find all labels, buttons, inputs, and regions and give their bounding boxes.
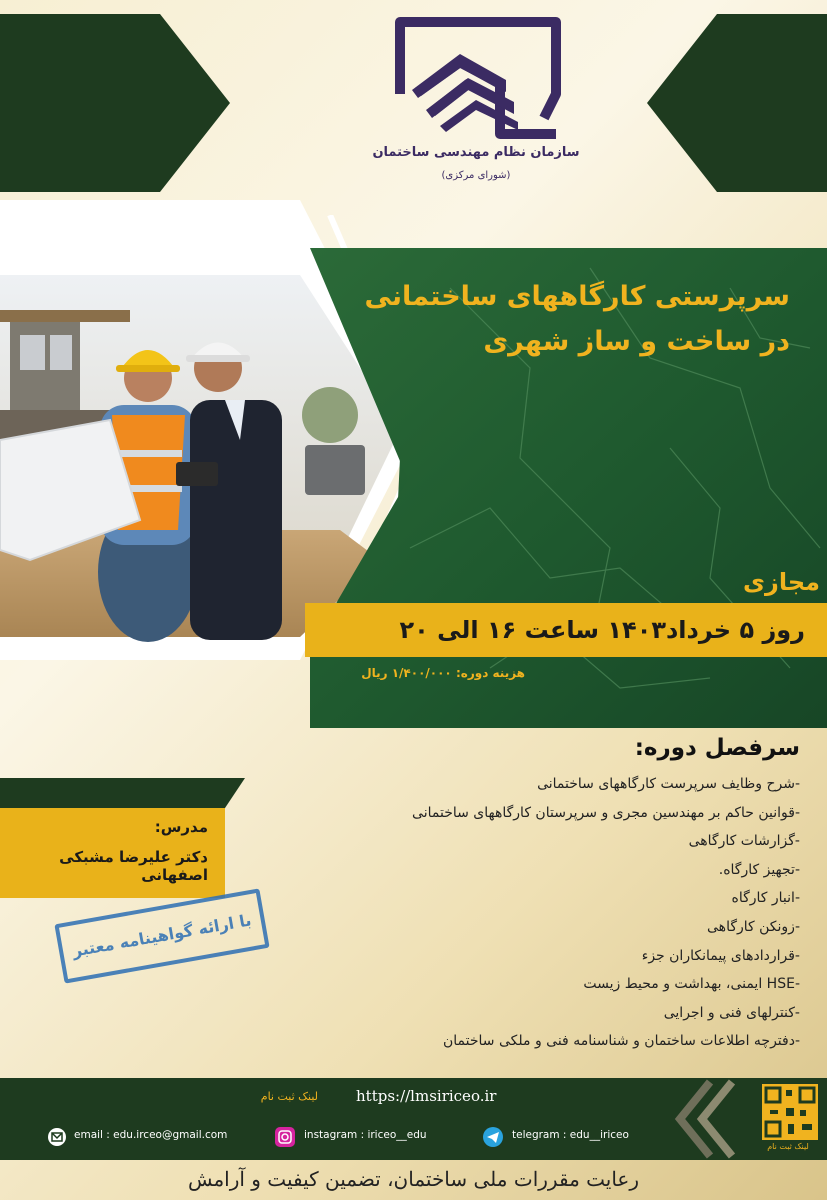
syllabus-item: -قوانین حاکم بر مهندسین مجری و سرپرستان کارگاههای ساختمانی: [412, 804, 800, 821]
qr-code[interactable]: [760, 1082, 820, 1142]
instructor-label: مدرس:: [154, 818, 208, 836]
footer-chevrons: [660, 1078, 740, 1160]
qr-code-icon: [762, 1084, 818, 1140]
course-title-line2: در ساخت و ساز شهری: [483, 326, 790, 357]
syllabus-item: -دفترچه اطلاعات ساختمان و شناسنامه فنی و ملکی ساختمان: [443, 1033, 800, 1050]
syllabus-item: -HSE ایمنی، بهداشت و محیط زیست: [583, 976, 800, 993]
logo-icon: [388, 14, 568, 144]
telegram-icon: [483, 1127, 503, 1147]
organization-subtitle: (شورای مرکزی): [441, 170, 511, 181]
course-fee: هزینه دوره: ۱/۴۰۰/۰۰۰ ریال: [361, 666, 525, 680]
qr-label: لینک ثبت نام: [767, 1142, 809, 1151]
syllabus-heading: سرفصل دوره:: [634, 735, 800, 761]
top-left-banner: [0, 14, 230, 192]
top-right-banner: [647, 14, 827, 192]
syllabus-item: -قراردادهای پیمانکاران جزء: [641, 947, 800, 964]
instagram-icon: [275, 1127, 295, 1147]
contact-email[interactable]: email : edu.irceo@gmail.com: [74, 1129, 228, 1141]
syllabus-item: -زونکن کارگاهی: [707, 918, 800, 935]
syllabus-item: -تجهیز کارگاه.: [718, 861, 800, 878]
instructor-name: دکتر علیرضا مشبکی اصفهانی: [59, 848, 208, 884]
registration-label: لینک ثبت نام: [260, 1090, 318, 1103]
certificate-stamp: [54, 888, 269, 983]
contact-telegram[interactable]: telegram : edu__iriceo: [512, 1129, 629, 1141]
syllabus-item: -گزارشات کارگاهی: [688, 833, 800, 850]
syllabus-item: -شرح وظایف سرپرست کارگاههای ساختمانی: [537, 776, 800, 792]
organization-name: سازمان نظام مهندسی ساختمان: [372, 145, 580, 160]
syllabus-item: -کنترلهای فنی و اجرایی: [663, 1004, 800, 1021]
course-title-line1: سرپرستی کارگاههای ساختمانی: [364, 281, 790, 312]
course-schedule: روز ۵ خرداد۱۴۰۳ ساعت ۱۶ الی ۲۰: [399, 616, 805, 644]
syllabus-item: -انبار کارگاه: [731, 890, 800, 907]
registration-url[interactable]: https://lmsiriceo.ir: [356, 1087, 497, 1105]
course-mode: مجازی: [743, 568, 820, 596]
footer-slogan: رعایت مقررات ملی ساختمان، تضمین کیفیت و آرامش: [187, 1167, 640, 1191]
contact-instagram[interactable]: instagram : iriceo__edu: [304, 1129, 427, 1141]
email-icon: [48, 1128, 66, 1146]
stamp-text: با ارائه گواهینامه معتبر: [71, 910, 253, 961]
syllabus-list: [260, 770, 800, 1056]
